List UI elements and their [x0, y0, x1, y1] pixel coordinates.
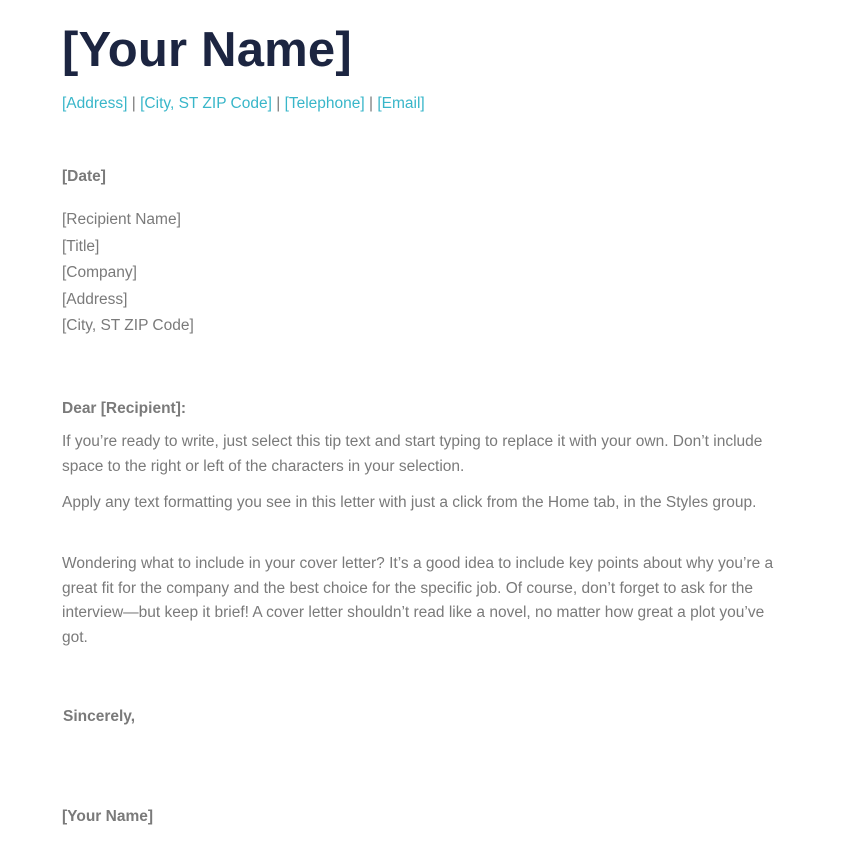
salutation[interactable]: Dear [Recipient]: — [62, 400, 187, 417]
sender-name[interactable]: [Your Name] — [62, 23, 352, 77]
recipient-block — [62, 207, 194, 340]
signature-name[interactable]: [Your Name] — [62, 808, 154, 825]
contact-separator: | — [127, 95, 141, 112]
recipient-title[interactable]: [Title] — [62, 237, 100, 255]
closing[interactable]: Sincerely, — [63, 708, 136, 725]
sender-telephone[interactable]: [Telephone] — [284, 95, 365, 112]
recipient-company[interactable]: [Company] — [62, 264, 137, 281]
body-paragraph[interactable]: If you’re ready to write, just select this tip text and start typing to replace it with your own. Don’t include space to the right or left of the characters in your selection. — [62, 433, 763, 475]
recipient-address[interactable]: [Address] — [62, 290, 128, 308]
body-paragraph[interactable]: Wondering what to include in your cover letter? It’s a good idea to include key points about why you’re a great fit for the company and the best choice for the specific job. Of course, don’t forget to ask for the interview—but keep it brief! A cover letter shouldn’t read like a novel, no matter how great a plot you’ve got. — [62, 555, 774, 646]
recipient-city[interactable]: [City, ST ZIP Code] — [62, 317, 194, 334]
contact-line — [62, 95, 425, 113]
recipient-name[interactable]: [Recipient Name] — [62, 211, 181, 228]
sender-email[interactable]: [Email] — [377, 95, 425, 112]
letter-date[interactable]: [Date] — [62, 168, 106, 185]
sender-address[interactable]: [Address] — [62, 95, 128, 112]
sender-city[interactable]: [City, ST ZIP Code] — [140, 95, 272, 112]
contact-separator: | — [271, 95, 285, 112]
body-paragraph[interactable]: Apply any text formatting you see in this letter with just a click from the Home tab, in the Styles group. — [62, 494, 757, 511]
contact-separator: | — [364, 95, 378, 112]
